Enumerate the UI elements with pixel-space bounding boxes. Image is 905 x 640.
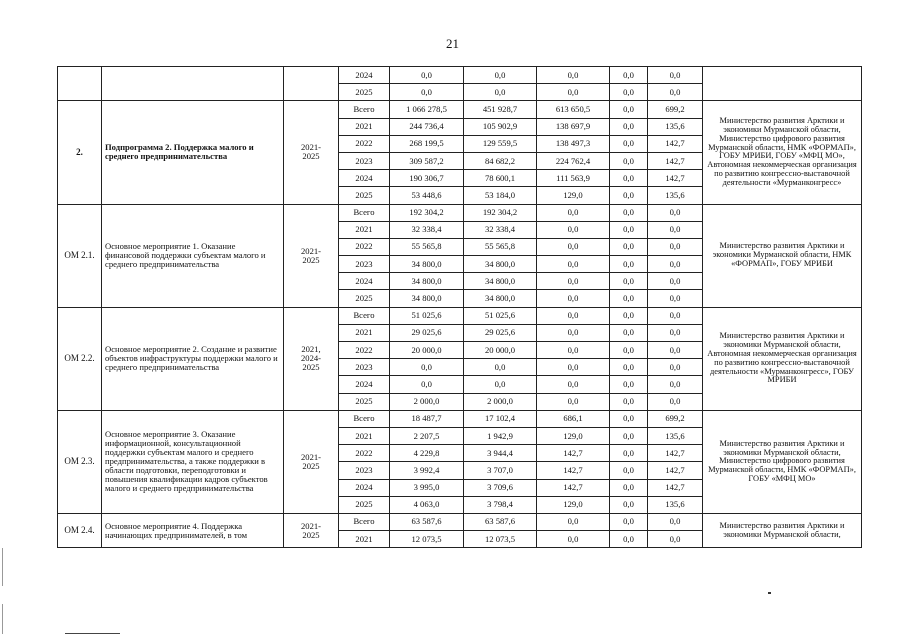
row-code: ОМ 2.3. <box>58 410 102 513</box>
year-cell: 2025 <box>339 290 390 307</box>
amount-cell: 32 338,4 <box>464 221 537 238</box>
activity-name: Основное мероприятие 3. Оказание информационной, консультационной поддержки субъектам малого и среднего предпринимательства, а также поддержки в области подготовки, переподготовки и повышения квалификации кадров субъектов малого и среднего предпринимательства <box>102 410 284 513</box>
amount-cell: 0,0 <box>610 290 648 307</box>
year-cell: Всего <box>339 410 390 427</box>
year-cell: 2025 <box>339 496 390 513</box>
amount-cell: 0,0 <box>610 359 648 376</box>
amount-cell: 1 066 278,5 <box>390 101 464 118</box>
amount-cell: 32 338,4 <box>390 221 464 238</box>
year-cell: 2023 <box>339 359 390 376</box>
amount-cell: 0,0 <box>537 67 610 84</box>
amount-cell: 3 707,0 <box>464 462 537 479</box>
implementation-period <box>284 67 339 101</box>
year-cell: 2022 <box>339 238 390 255</box>
amount-cell: 0,0 <box>610 187 648 204</box>
amount-cell: 0,0 <box>610 135 648 152</box>
amount-cell: 1 942,9 <box>464 427 537 444</box>
amount-cell: 0,0 <box>648 359 703 376</box>
table-row <box>58 307 862 324</box>
amount-cell: 3 995,0 <box>390 479 464 496</box>
year-cell: 2025 <box>339 187 390 204</box>
amount-cell: 0,0 <box>610 462 648 479</box>
amount-cell: 51 025,6 <box>464 307 537 324</box>
amount-cell: 17 102,4 <box>464 410 537 427</box>
amount-cell: 0,0 <box>610 221 648 238</box>
year-cell: Всего <box>339 101 390 118</box>
responsible-executor: Министерство развития Арктики и экономики Мурманской области, НМК «ФОРМАП», ГОБУ МРИБИ <box>703 204 862 307</box>
amount-cell: 63 587,6 <box>390 513 464 530</box>
implementation-period: 2021- 2025 <box>284 204 339 307</box>
page-number: 21 <box>446 36 459 51</box>
amount-cell: 0,0 <box>610 204 648 221</box>
implementation-period: 2021- 2025 <box>284 101 339 204</box>
table-body <box>58 67 862 548</box>
amount-cell: 34 800,0 <box>464 290 537 307</box>
amount-cell: 29 025,6 <box>390 324 464 341</box>
responsible-executor: Министерство развития Арктики и экономики Мурманской области, Министерство цифрового развития Мурманской области, НМК «ФОРМАП», ГОБУ «МФЦ МО» <box>703 410 862 513</box>
year-cell: 2024 <box>339 479 390 496</box>
table-row <box>58 67 862 84</box>
amount-cell: 192 304,2 <box>464 204 537 221</box>
amount-cell: 0,0 <box>648 393 703 410</box>
amount-cell: 0,0 <box>610 342 648 359</box>
year-cell: 2021 <box>339 118 390 135</box>
responsible-executor: Министерство развития Арктики и экономики Мурманской области, Автономная некоммерческая организация по развитию конгрессно-выставочной деятельности «Мурманконгресс», ГОБУ МРИБИ <box>703 307 862 410</box>
amount-cell: 142,7 <box>537 479 610 496</box>
amount-cell: 0,0 <box>610 170 648 187</box>
amount-cell: 699,2 <box>648 101 703 118</box>
amount-cell: 0,0 <box>610 84 648 101</box>
amount-cell: 34 800,0 <box>464 273 537 290</box>
amount-cell: 0,0 <box>610 479 648 496</box>
year-cell: 2025 <box>339 393 390 410</box>
amount-cell: 63 587,6 <box>464 513 537 530</box>
amount-cell: 142,7 <box>648 135 703 152</box>
amount-cell: 4 229,8 <box>390 445 464 462</box>
amount-cell: 0,0 <box>648 376 703 393</box>
year-cell: 2021 <box>339 221 390 238</box>
amount-cell: 135,6 <box>648 496 703 513</box>
year-cell: 2021 <box>339 427 390 444</box>
amount-cell: 12 073,5 <box>464 531 537 548</box>
amount-cell: 0,0 <box>648 531 703 548</box>
amount-cell: 268 199,5 <box>390 135 464 152</box>
amount-cell: 244 736,4 <box>390 118 464 135</box>
scan-margin-mark <box>2 548 3 586</box>
amount-cell: 0,0 <box>648 67 703 84</box>
amount-cell: 0,0 <box>648 342 703 359</box>
amount-cell: 0,0 <box>610 496 648 513</box>
year-cell: 2025 <box>339 84 390 101</box>
amount-cell: 2 207,5 <box>390 427 464 444</box>
year-cell: 2024 <box>339 67 390 84</box>
amount-cell: 34 800,0 <box>390 256 464 273</box>
amount-cell: 0,0 <box>648 256 703 273</box>
activity-name: Подпрограмма 2. Поддержка малого и среднего предпринимательства <box>102 101 284 204</box>
amount-cell: 0,0 <box>390 67 464 84</box>
amount-cell: 0,0 <box>610 445 648 462</box>
amount-cell: 51 025,6 <box>390 307 464 324</box>
table-row <box>58 204 862 221</box>
amount-cell: 0,0 <box>648 290 703 307</box>
amount-cell: 84 682,2 <box>464 152 537 169</box>
amount-cell: 4 063,0 <box>390 496 464 513</box>
table-row <box>58 101 862 118</box>
row-code: ОМ 2.4. <box>58 513 102 547</box>
year-cell: 2023 <box>339 256 390 273</box>
amount-cell: 0,0 <box>610 67 648 84</box>
amount-cell: 3 709,6 <box>464 479 537 496</box>
amount-cell: 0,0 <box>648 221 703 238</box>
amount-cell: 0,0 <box>610 427 648 444</box>
amount-cell: 129,0 <box>537 427 610 444</box>
budget-table-container <box>57 66 861 548</box>
amount-cell: 3 944,4 <box>464 445 537 462</box>
amount-cell: 142,7 <box>648 445 703 462</box>
amount-cell: 0,0 <box>464 359 537 376</box>
amount-cell: 0,0 <box>610 101 648 118</box>
amount-cell: 142,7 <box>537 445 610 462</box>
amount-cell: 0,0 <box>464 376 537 393</box>
amount-cell: 135,6 <box>648 187 703 204</box>
amount-cell: 0,0 <box>537 84 610 101</box>
amount-cell: 142,7 <box>648 479 703 496</box>
year-cell: 2021 <box>339 324 390 341</box>
amount-cell: 2 000,0 <box>464 393 537 410</box>
year-cell: Всего <box>339 204 390 221</box>
amount-cell: 142,7 <box>648 152 703 169</box>
activity-name <box>102 67 284 101</box>
amount-cell: 129,0 <box>537 187 610 204</box>
amount-cell: 0,0 <box>648 238 703 255</box>
amount-cell: 0,0 <box>610 393 648 410</box>
year-cell: 2021 <box>339 531 390 548</box>
year-cell: 2022 <box>339 135 390 152</box>
amount-cell: 0,0 <box>537 204 610 221</box>
amount-cell: 20 000,0 <box>390 342 464 359</box>
amount-cell: 0,0 <box>537 513 610 530</box>
amount-cell: 34 800,0 <box>464 256 537 273</box>
amount-cell: 0,0 <box>537 221 610 238</box>
amount-cell: 0,0 <box>464 84 537 101</box>
amount-cell: 129,0 <box>537 496 610 513</box>
amount-cell: 53 448,6 <box>390 187 464 204</box>
row-code: ОМ 2.2. <box>58 307 102 410</box>
activity-name: Основное мероприятие 4. Поддержка начинающих предпринимателей, в том <box>102 513 284 547</box>
amount-cell: 20 000,0 <box>464 342 537 359</box>
amount-cell: 0,0 <box>610 118 648 135</box>
amount-cell: 0,0 <box>610 273 648 290</box>
activity-name: Основное мероприятие 1. Оказание финансовой поддержки субъектам малого и среднего предпринимательства <box>102 204 284 307</box>
amount-cell: 0,0 <box>648 204 703 221</box>
table-row <box>58 513 862 530</box>
amount-cell: 224 762,4 <box>537 152 610 169</box>
amount-cell: 29 025,6 <box>464 324 537 341</box>
amount-cell: 0,0 <box>610 410 648 427</box>
amount-cell: 0,0 <box>537 342 610 359</box>
amount-cell: 0,0 <box>648 324 703 341</box>
amount-cell: 12 073,5 <box>390 531 464 548</box>
amount-cell: 142,7 <box>537 462 610 479</box>
amount-cell: 192 304,2 <box>390 204 464 221</box>
amount-cell: 0,0 <box>390 376 464 393</box>
amount-cell: 190 306,7 <box>390 170 464 187</box>
amount-cell: 0,0 <box>537 307 610 324</box>
amount-cell: 0,0 <box>537 273 610 290</box>
amount-cell: 0,0 <box>610 513 648 530</box>
responsible-executor: Министерство развития Арктики и экономики Мурманской области, <box>703 513 862 547</box>
amount-cell: 0,0 <box>648 84 703 101</box>
amount-cell: 0,0 <box>610 238 648 255</box>
amount-cell: 0,0 <box>537 290 610 307</box>
amount-cell: 0,0 <box>537 238 610 255</box>
amount-cell: 699,2 <box>648 410 703 427</box>
amount-cell: 0,0 <box>537 324 610 341</box>
year-cell: 2022 <box>339 445 390 462</box>
amount-cell: 3 798,4 <box>464 496 537 513</box>
amount-cell: 0,0 <box>610 307 648 324</box>
amount-cell: 0,0 <box>537 531 610 548</box>
amount-cell: 0,0 <box>610 152 648 169</box>
amount-cell: 135,6 <box>648 118 703 135</box>
amount-cell: 0,0 <box>610 324 648 341</box>
amount-cell: 111 563,9 <box>537 170 610 187</box>
table-row <box>58 410 862 427</box>
responsible-executor: Министерство развития Арктики и экономики Мурманской области, Министерство цифрового развития Мурманской области, НМК «ФОРМАП», ГОБУ МРИБИ, ГОБУ «МФЦ МО», Автономная некоммерческая организация по развитию конгрессно-выставочной деятельности «Мурманконгресс» <box>703 101 862 204</box>
amount-cell: 142,7 <box>648 170 703 187</box>
implementation-period: 2021- 2025 <box>284 513 339 547</box>
row-code: ОМ 2.1. <box>58 204 102 307</box>
responsible-executor <box>703 67 862 101</box>
amount-cell: 0,0 <box>537 393 610 410</box>
amount-cell: 55 565,8 <box>390 238 464 255</box>
amount-cell: 129 559,5 <box>464 135 537 152</box>
amount-cell: 2 000,0 <box>390 393 464 410</box>
implementation-period: 2021- 2025 <box>284 410 339 513</box>
amount-cell: 613 650,5 <box>537 101 610 118</box>
year-cell: 2024 <box>339 170 390 187</box>
year-cell: 2023 <box>339 462 390 479</box>
amount-cell: 142,7 <box>648 462 703 479</box>
scan-dot <box>768 592 771 594</box>
amount-cell: 0,0 <box>610 531 648 548</box>
scan-margin-mark <box>2 604 3 634</box>
amount-cell: 0,0 <box>537 359 610 376</box>
row-code <box>58 67 102 101</box>
amount-cell: 0,0 <box>610 256 648 273</box>
implementation-period: 2021, 2024- 2025 <box>284 307 339 410</box>
year-cell: 2024 <box>339 376 390 393</box>
year-cell: Всего <box>339 307 390 324</box>
amount-cell: 138 497,3 <box>537 135 610 152</box>
row-code: 2. <box>58 101 102 204</box>
amount-cell: 0,0 <box>390 84 464 101</box>
amount-cell: 0,0 <box>390 359 464 376</box>
amount-cell: 105 902,9 <box>464 118 537 135</box>
amount-cell: 309 587,2 <box>390 152 464 169</box>
amount-cell: 138 697,9 <box>537 118 610 135</box>
year-cell: 2023 <box>339 152 390 169</box>
amount-cell: 0,0 <box>648 513 703 530</box>
amount-cell: 0,0 <box>648 307 703 324</box>
amount-cell: 0,0 <box>610 376 648 393</box>
amount-cell: 0,0 <box>648 273 703 290</box>
amount-cell: 34 800,0 <box>390 290 464 307</box>
amount-cell: 0,0 <box>537 376 610 393</box>
budget-table <box>57 66 862 548</box>
amount-cell: 3 992,4 <box>390 462 464 479</box>
amount-cell: 78 600,1 <box>464 170 537 187</box>
amount-cell: 686,1 <box>537 410 610 427</box>
year-cell: Всего <box>339 513 390 530</box>
footer-rule <box>65 633 120 634</box>
activity-name: Основное мероприятие 2. Создание и развитие объектов инфраструктуры поддержки малого и среднего предпринимательства <box>102 307 284 410</box>
amount-cell: 34 800,0 <box>390 273 464 290</box>
amount-cell: 0,0 <box>537 256 610 273</box>
amount-cell: 18 487,7 <box>390 410 464 427</box>
year-cell: 2024 <box>339 273 390 290</box>
amount-cell: 55 565,8 <box>464 238 537 255</box>
year-cell: 2022 <box>339 342 390 359</box>
amount-cell: 135,6 <box>648 427 703 444</box>
amount-cell: 0,0 <box>464 67 537 84</box>
amount-cell: 53 184,0 <box>464 187 537 204</box>
amount-cell: 451 928,7 <box>464 101 537 118</box>
